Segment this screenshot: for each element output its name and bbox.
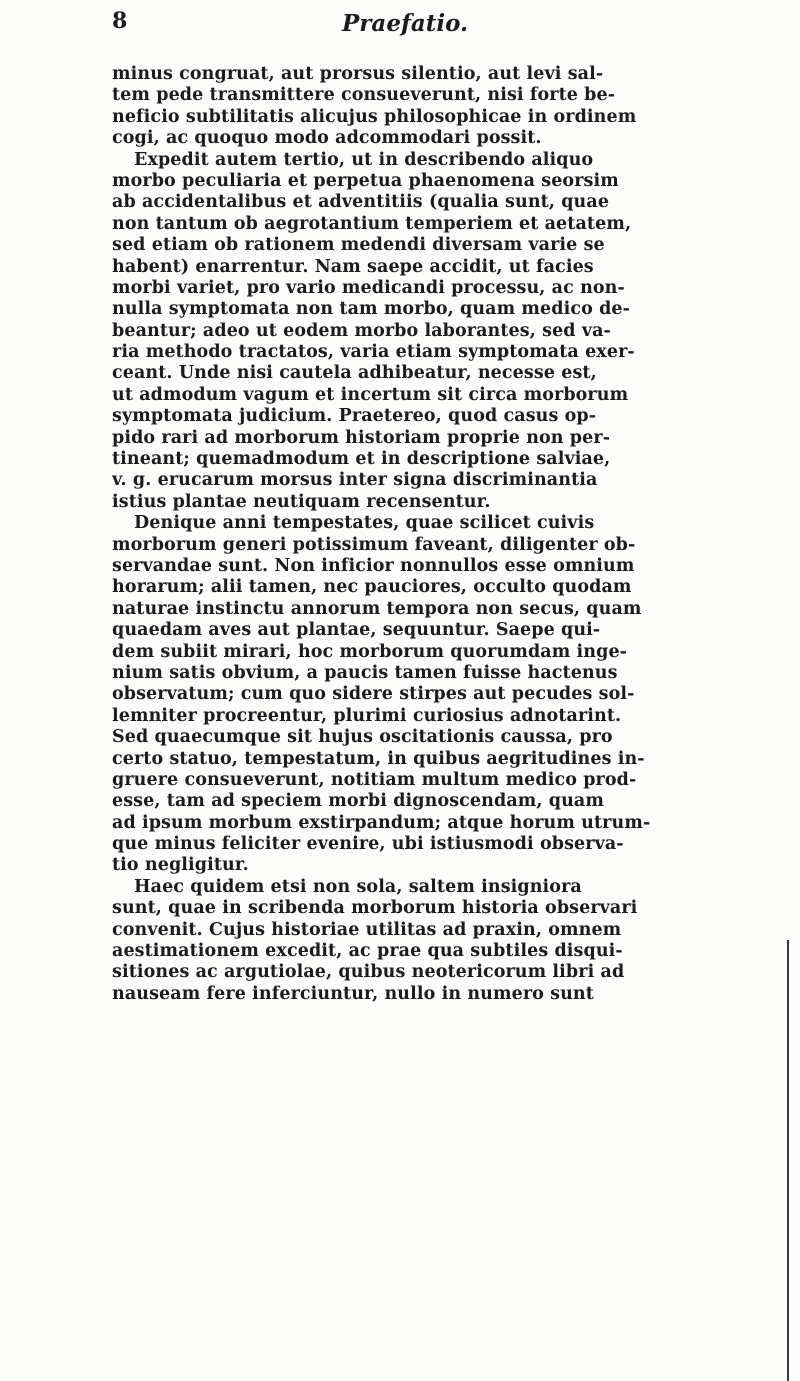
text-line: nium satis obvium, a paucis tamen fuisse hactenus <box>112 662 618 683</box>
page-edge-rule <box>787 940 789 1381</box>
text-line: naturae instinctu annorum tempora non secus, quam <box>112 598 642 619</box>
text-line: pido rari ad morborum historiam proprie non per- <box>112 427 611 448</box>
text-line: Denique anni tempestates, quae scilicet cuivis <box>134 513 595 534</box>
text-line: istius plantae neutiquam recensentur. <box>112 491 491 512</box>
text-line: ut admodum vagum et incertum sit circa morborum <box>112 384 629 405</box>
text-line: nulla symptomata non tam morbo, quam medico de- <box>112 299 631 320</box>
text-line: observatum; cum quo sidere stirpes aut pecudes sol- <box>112 684 635 705</box>
text-line: tio negligitur. <box>112 855 249 876</box>
text-line: lemniter procreentur, plurimi curiosius adnotarint. <box>112 705 622 726</box>
text-line: morborum generi potissimum faveant, diligenter ob- <box>112 534 636 555</box>
text-line: Sed quaecumque sit hujus oscitationis caussa, pro <box>112 727 613 748</box>
text-line: convenit. Cujus historiae utilitas ad praxin, omnem <box>112 919 622 940</box>
text-line: neficio subtilitatis alicujus philosophicae in ordinem <box>112 106 637 127</box>
text-line: que minus feliciter evenire, ubi istiusmodi observa- <box>112 834 624 855</box>
text-line: ceant. Unde nisi cautela adhibeatur, necesse est, <box>112 363 597 384</box>
text-line: Haec quidem etsi non sola, saltem insigniora <box>134 876 582 897</box>
text-line: symptomata judicium. Praetereo, quod casus op- <box>112 406 597 427</box>
text-line: aestimationem excedit, ac prae qua subtiles disqui- <box>112 941 623 962</box>
text-line: beantur; adeo ut eodem morbo laborantes, sed va- <box>112 320 611 341</box>
text-line: Expedit autem tertio, ut in describendo aliquo <box>134 149 594 170</box>
text-line: nauseam fere inferciuntur, nullo in numero sunt <box>112 983 594 1004</box>
text-line: non tantum ob aegrotantium temperiem et aetatem, <box>112 213 632 234</box>
text-line: sed etiam ob rationem medendi diversam varie se <box>112 235 605 256</box>
text-line: minus congruat, aut prorsus silentio, aut levi sal- <box>112 64 604 84</box>
text-line: sunt, quae in scribenda morborum historia observari <box>112 898 638 919</box>
text-line: morbo peculiaria et perpetua phaenomena seorsim <box>112 170 619 191</box>
text-line: ab accidentalibus et adventitiis (qualia sunt, quae <box>112 192 610 213</box>
text-line: quaedam aves aut plantae, sequuntur. Saepe qui- <box>112 620 601 641</box>
text-line: dem subiit mirari, hoc morborum quorumdam inge- <box>112 641 628 662</box>
text-line: gruere consueverunt, notitiam multum medico prod- <box>112 769 637 790</box>
running-title: Praefatio. <box>342 10 469 37</box>
text-line: horarum; alii tamen, nec pauciores, occulto quodam <box>112 577 632 598</box>
text-line: cogi, ac quoquo modo adcommodari possit. <box>112 128 542 149</box>
text-line: tineant; quemadmodum et in descriptione salviae, <box>112 449 611 470</box>
text-line: morbi variet, pro vario medicandi processu, ac non- <box>112 277 625 298</box>
text-line: servandae sunt. Non inficior nonnullos esse omnium <box>112 555 635 576</box>
page-number: 8 <box>112 8 128 34</box>
text-line: tem pede transmittere consueverunt, nisi forte be- <box>112 85 616 106</box>
text-line: esse, tam ad speciem morbi dignoscendam, quam <box>112 791 604 812</box>
text-line: v. g. erucarum morsus inter signa discriminantia <box>112 470 598 491</box>
text-line: certo statuo, tempestatum, in quibus aegritudines in- <box>112 748 645 769</box>
text-line: ria methodo tractatos, varia etiam symptomata exer- <box>112 342 635 363</box>
text-line: sitiones ac argutiolae, quibus neotericorum libri ad <box>112 962 625 983</box>
text-line: ad ipsum morbum exstirpandum; atque horum utrum- <box>112 812 651 833</box>
body-text <box>112 64 732 1005</box>
text-line: habent) enarrentur. Nam saepe accidit, ut facies <box>112 256 594 277</box>
